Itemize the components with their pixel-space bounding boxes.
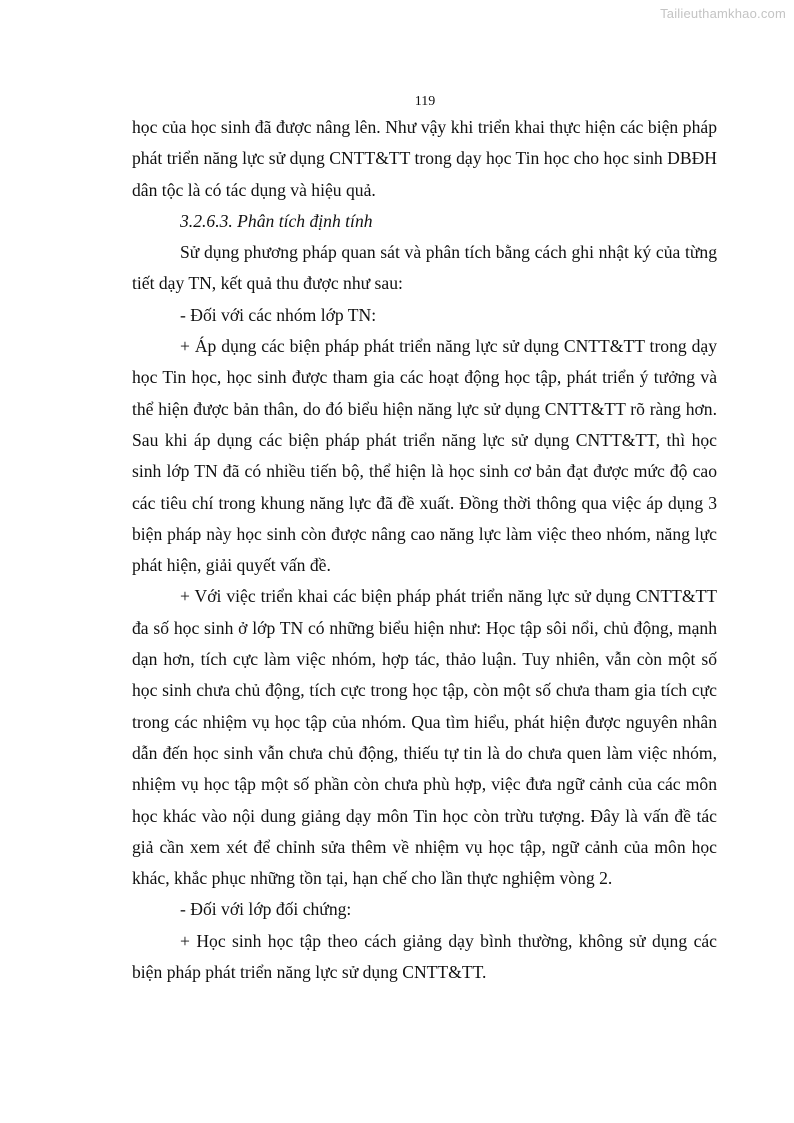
list-heading-experimental: - Đối với các nhóm lớp TN: (180, 304, 377, 325)
paragraph-intro: Sử dụng phương pháp quan sát và phân tích bằng cách ghi nhật ký của từng tiết dạy TN, kết quả thu được như sau: (132, 242, 717, 294)
watermark: Tailieuthamkhao.com (660, 6, 786, 21)
paragraph-continuation: học của học sinh đã được nâng lên. Như vậy khi triển khai thực hiện các biện pháp phát triển năng lực sử dụng CNTT&TT trong dạy học Tin học cho học sinh DBĐH dân tộc là có tác dụng và hiệu quả. (132, 117, 717, 200)
list-heading-control: - Đối với lớp đối chứng: (180, 899, 352, 920)
paragraph-experimental-1: + Áp dụng các biện pháp phát triển năng lực sử dụng CNTT&TT trong dạy học Tin học, học sinh được tham gia các hoạt động học tập, phát triển ý tưởng và thể hiện được bản thân, do đó biểu hiện năng lực sử dụng CNTT&TT rõ ràng hơn. Sau khi áp dụng các biện pháp phát triển năng lực sử dụng CNTT&TT, thì học sinh lớp TN đã có nhiều tiến bộ, thể hiện là học sinh cơ bản đạt được mức độ cao các tiêu chí trong khung năng lực đã đề xuất. Đồng thời thông qua việc áp dụng 3 biện pháp này học sinh còn được nâng cao năng lực làm việc theo nhóm, năng lực phát hiện, giải quyết vấn đề. (132, 336, 717, 576)
paragraph-experimental-2: + Với việc triển khai các biện pháp phát triển năng lực sử dụng CNTT&TT đa số học sinh ở lớp TN có những biểu hiện như: Học tập sôi nổi, chủ động, mạnh dạn hơn, tích cực làm việc nhóm, hợp tác, thảo luận. Tuy nhiên, vẫn còn một số học sinh chưa chủ động, tích cực trong học tập, còn một số chưa tham gia tích cực trong các nhiệm vụ học tập của nhóm. Qua tìm hiểu, phát hiện được nguyên nhân dẫn đến học sinh vẫn chưa chủ động, thiếu tự tin là do chưa quen làm việc nhóm, nhiệm vụ học tập một số phần còn chưa phù hợp, việc đưa ngữ cảnh của các môn học khác vào nội dung giảng dạy môn Tin học còn trừu tượng. Đây là vấn đề tác giả cần xem xét để chỉnh sửa thêm về nhiệm vụ học tập, ngữ cảnh của môn học khác, khắc phục những tồn tại, hạn chế cho lần thực nghiệm vòng 2. (132, 586, 717, 889)
document-body (132, 112, 717, 988)
page-number: 119 (414, 94, 436, 109)
section-heading: 3.2.6.3. Phân tích định tính (180, 210, 373, 231)
paragraph-control: + Học sinh học tập theo cách giảng dạy bình thường, không sử dụng các biện pháp phát triển năng lực sử dụng CNTT&TT. (132, 930, 717, 983)
